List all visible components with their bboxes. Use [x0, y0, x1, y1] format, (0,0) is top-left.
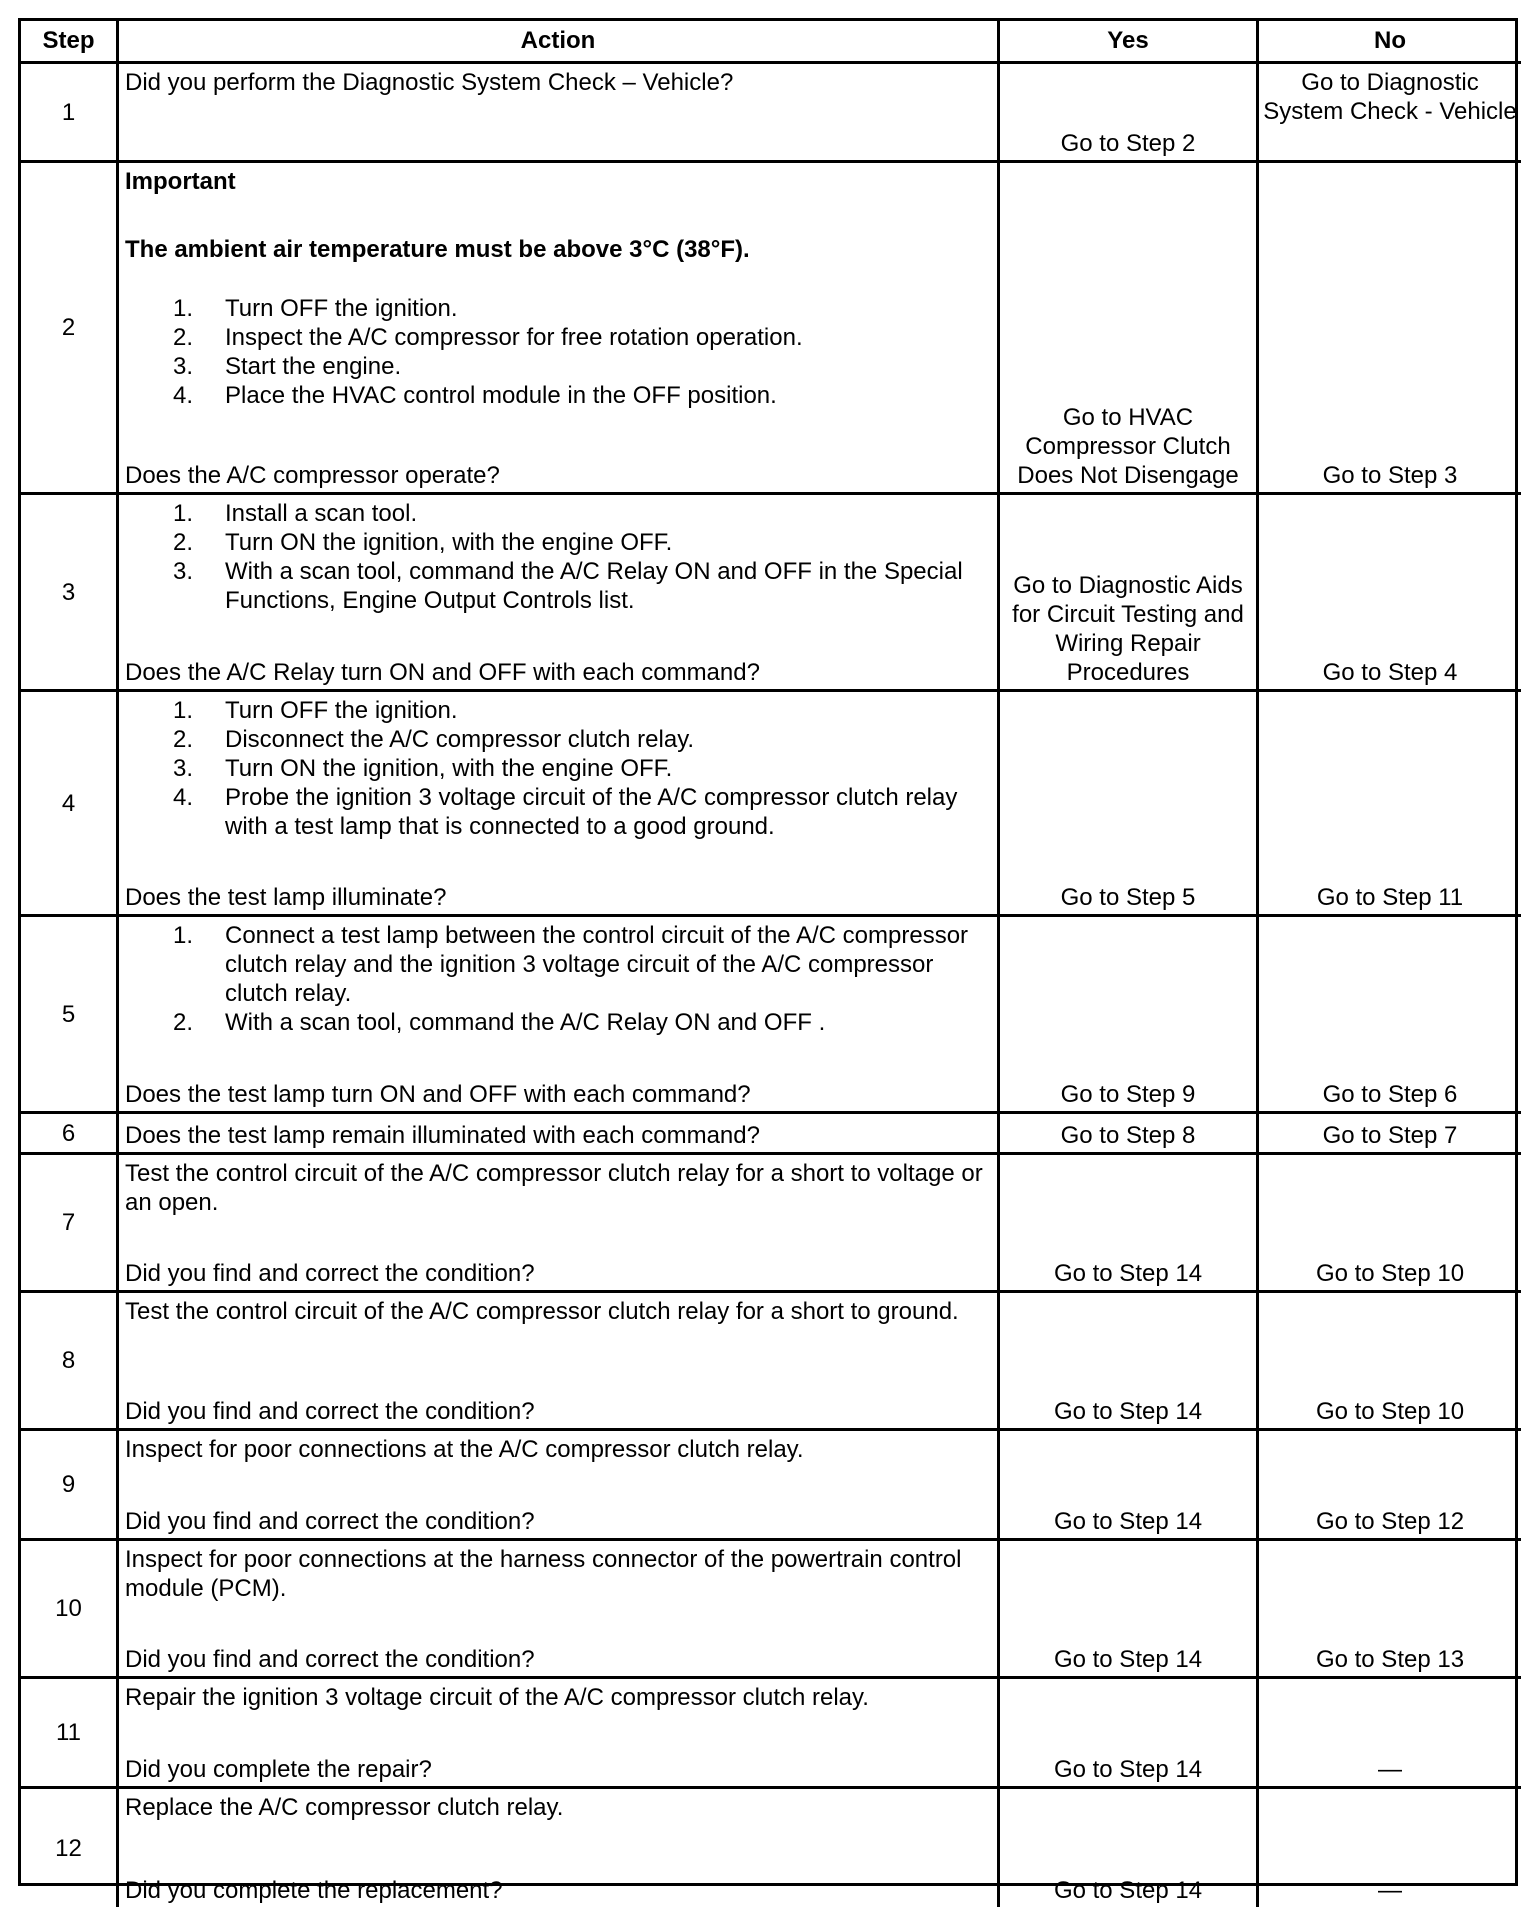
step-number: 6 [21, 1114, 119, 1155]
yes-result [1000, 1789, 1259, 1907]
procedure-item [125, 557, 989, 615]
procedure-item [125, 294, 989, 323]
action-body [125, 921, 989, 1037]
no-result [1259, 1679, 1521, 1789]
step-number: 7 [21, 1155, 119, 1293]
action-cell [119, 1114, 1000, 1155]
step-number: 3 [21, 495, 119, 692]
yes-result [1000, 1679, 1259, 1789]
no-result [1259, 1293, 1521, 1431]
spacer [125, 1822, 989, 1876]
procedure-item-number: 2. [173, 324, 194, 351]
important-note: The ambient air temperature must be above 3°C (38°F). [125, 236, 750, 263]
no-result [1259, 917, 1521, 1114]
yes-result [1000, 1293, 1259, 1431]
no-result-text: Go to Step 4 [1322, 659, 1458, 686]
procedure-item-text: Turn OFF the ignition. [225, 295, 458, 322]
procedure-list [125, 294, 989, 410]
no-result [1259, 1789, 1521, 1907]
spacer [125, 1326, 989, 1397]
action-question: Did you find and correct the condition? [125, 1508, 535, 1535]
action-body [125, 499, 989, 615]
procedure-item-text: Disconnect the A/C compressor clutch relay. [225, 726, 695, 753]
no-result [1259, 495, 1521, 692]
action-body [125, 1793, 989, 1822]
step-number: 5 [21, 917, 119, 1114]
no-result [1259, 163, 1521, 495]
yes-result [1000, 1541, 1259, 1679]
action-question: Did you complete the repair? [125, 1756, 432, 1783]
spacer [125, 1464, 989, 1507]
action-question: Does the test lamp illuminate? [125, 884, 447, 911]
action-body [125, 1159, 989, 1217]
procedure-item-number: 3. [173, 558, 194, 585]
yes-result-text: Go to Step 14 [1053, 1646, 1203, 1673]
step-number: 11 [21, 1679, 119, 1789]
action-text: Test the control circuit of the A/C compressor clutch relay for a short to voltage or an open. [125, 1160, 983, 1216]
procedure-item-number: 4. [173, 784, 194, 811]
action-text: Inspect for poor connections at the harness connector of the powertrain control module (PCM). [125, 1546, 962, 1602]
action-cell [119, 64, 1000, 163]
procedure-item [125, 323, 989, 352]
no-result [1259, 1114, 1521, 1155]
yes-result [1000, 692, 1259, 917]
action-cell [119, 1789, 1000, 1907]
no-result [1259, 64, 1521, 163]
action-text: Test the control circuit of the A/C compressor clutch relay for a short to ground. [125, 1298, 959, 1325]
yes-result [1000, 917, 1259, 1114]
procedure-item-number: 2. [173, 529, 194, 556]
procedure-item-text: Start the engine. [225, 353, 402, 380]
yes-result [1000, 1155, 1259, 1293]
procedure-item-text: Turn ON the ignition, with the engine OFF. [225, 755, 673, 782]
procedure-item-text: With a scan tool, command the A/C Relay ON and OFF . [225, 1009, 826, 1036]
header-no: No [1259, 21, 1521, 64]
yes-result-text: Go to Step 14 [1053, 1877, 1203, 1904]
action-text: Did you perform the Diagnostic System Check – Vehicle? [125, 69, 734, 96]
header-action: Action [119, 21, 1000, 64]
no-result-text: — [1378, 1877, 1402, 1904]
action-text: Inspect for poor connections at the A/C compressor clutch relay. [125, 1436, 804, 1463]
yes-result-text: Go to HVAC Compressor Clutch Does Not Disengage [1017, 404, 1239, 489]
no-result-text: Go to Step 12 [1315, 1508, 1465, 1535]
procedure-item-text: Connect a test lamp between the control circuit of the A/C compressor clutch relay and the ignition 3 voltage circuit of the A/C compressor clutch relay. [225, 922, 969, 1007]
procedure-list [125, 696, 989, 841]
no-result [1259, 692, 1521, 917]
action-cell [119, 1679, 1000, 1789]
step-number: 4 [21, 692, 119, 917]
procedure-item-number: 1. [173, 500, 194, 527]
spacer [125, 1712, 989, 1755]
action-body [125, 1545, 989, 1603]
header-step: Step [21, 21, 119, 64]
no-result-text: Go to Diagnostic System Check - Vehicle [1263, 69, 1517, 125]
action-body [125, 696, 989, 841]
important-label: Important [125, 168, 236, 195]
action-question: Did you find and correct the condition? [125, 1260, 535, 1287]
action-body [125, 68, 989, 97]
action-body [125, 1297, 989, 1326]
action-question: Does the test lamp remain illuminated with each command? [125, 1122, 760, 1149]
procedure-item-number: 3. [173, 353, 194, 380]
action-body [125, 1683, 989, 1712]
yes-result-text: Go to Step 14 [1053, 1508, 1203, 1535]
yes-result-text: Go to Step 8 [1060, 1122, 1196, 1149]
procedure-list [125, 499, 989, 615]
yes-result-text: Go to Step 14 [1053, 1398, 1203, 1425]
action-text: Replace the A/C compressor clutch relay. [125, 1794, 564, 1821]
no-result-text: Go to Step 10 [1315, 1260, 1465, 1287]
yes-result-text: Go to Diagnostic Aids for Circuit Testing and Wiring Repair Procedures [1012, 572, 1244, 686]
yes-result [1000, 495, 1259, 692]
procedure-item [125, 696, 989, 725]
step-number: 2 [21, 163, 119, 495]
no-result [1259, 1155, 1521, 1293]
procedure-item [125, 528, 989, 557]
yes-result-text: Go to Step 14 [1053, 1756, 1203, 1783]
spacer [125, 1037, 989, 1080]
no-result-text: Go to Step 6 [1322, 1081, 1458, 1108]
no-result-text: Go to Step 13 [1315, 1646, 1465, 1673]
procedure-item [125, 381, 989, 410]
yes-result-text: Go to Step 5 [1060, 884, 1196, 911]
procedure-item-number: 1. [173, 697, 194, 724]
no-result-text: — [1378, 1756, 1402, 1783]
action-text: Repair the ignition 3 voltage circuit of the A/C compressor clutch relay. [125, 1684, 869, 1711]
yes-result-text: Go to Step 2 [1060, 130, 1196, 157]
action-body [125, 1435, 989, 1464]
header-yes: Yes [1000, 21, 1259, 64]
procedure-item-text: Turn OFF the ignition. [225, 697, 458, 724]
action-cell [119, 495, 1000, 692]
action-body [125, 167, 989, 410]
spacer [125, 1217, 989, 1259]
action-question: Does the test lamp turn ON and OFF with each command? [125, 1081, 751, 1108]
procedure-item-text: Turn ON the ignition, with the engine OFF. [225, 529, 673, 556]
action-cell [119, 1431, 1000, 1541]
action-cell [119, 163, 1000, 495]
no-result [1259, 1541, 1521, 1679]
procedure-item [125, 783, 989, 841]
yes-result [1000, 64, 1259, 163]
action-cell [119, 1541, 1000, 1679]
action-cell [119, 692, 1000, 917]
yes-result [1000, 1114, 1259, 1155]
yes-result [1000, 1431, 1259, 1541]
procedure-item-text: Inspect the A/C compressor for free rotation operation. [225, 324, 803, 351]
action-question: Did you find and correct the condition? [125, 1646, 535, 1673]
procedure-item [125, 352, 989, 381]
yes-result-text: Go to Step 9 [1060, 1081, 1196, 1108]
action-question: Does the A/C Relay turn ON and OFF with each command? [125, 659, 760, 686]
procedure-item-number: 2. [173, 1009, 194, 1036]
procedure-item-number: 2. [173, 726, 194, 753]
procedure-item [125, 499, 989, 528]
no-result-text: Go to Step 7 [1322, 1122, 1458, 1149]
step-number: 12 [21, 1789, 119, 1907]
procedure-item [125, 1008, 989, 1037]
procedure-item-text: Place the HVAC control module in the OFF position. [225, 382, 777, 409]
action-cell [119, 1293, 1000, 1431]
procedure-item-text: Install a scan tool. [225, 500, 418, 527]
no-result-text: Go to Step 11 [1316, 884, 1464, 911]
procedure-item-number: 4. [173, 382, 194, 409]
procedure-item [125, 725, 989, 754]
step-number: 9 [21, 1431, 119, 1541]
no-result-text: Go to Step 10 [1315, 1398, 1465, 1425]
spacer [125, 1603, 989, 1645]
procedure-item [125, 921, 989, 1008]
diagnostic-table [18, 18, 1518, 1904]
spacer [125, 615, 989, 658]
procedure-item-text: Probe the ignition 3 voltage circuit of the A/C compressor clutch relay with a test lamp that is connected to a good ground. [225, 784, 958, 840]
procedure-item-number: 3. [173, 755, 194, 782]
procedure-item-number: 1. [173, 922, 194, 949]
procedure-list [125, 921, 989, 1037]
yes-result [1000, 163, 1259, 495]
procedure-item-text: With a scan tool, command the A/C Relay ON and OFF in the Special Functions, Engine Output Controls list. [225, 558, 963, 614]
procedure-item-number: 1. [173, 295, 194, 322]
action-cell [119, 917, 1000, 1114]
step-number: 1 [21, 64, 119, 163]
spacer [125, 410, 989, 461]
no-result-text: Go to Step 3 [1322, 462, 1458, 489]
step-number: 10 [21, 1541, 119, 1679]
action-question: Did you find and correct the condition? [125, 1398, 535, 1425]
action-question: Does the A/C compressor operate? [125, 462, 500, 489]
no-result [1259, 1431, 1521, 1541]
action-cell [119, 1155, 1000, 1293]
yes-result-text: Go to Step 14 [1053, 1260, 1203, 1287]
procedure-item [125, 754, 989, 783]
action-question: Did you complete the replacement? [125, 1877, 503, 1904]
step-number: 8 [21, 1293, 119, 1431]
spacer [125, 841, 989, 883]
